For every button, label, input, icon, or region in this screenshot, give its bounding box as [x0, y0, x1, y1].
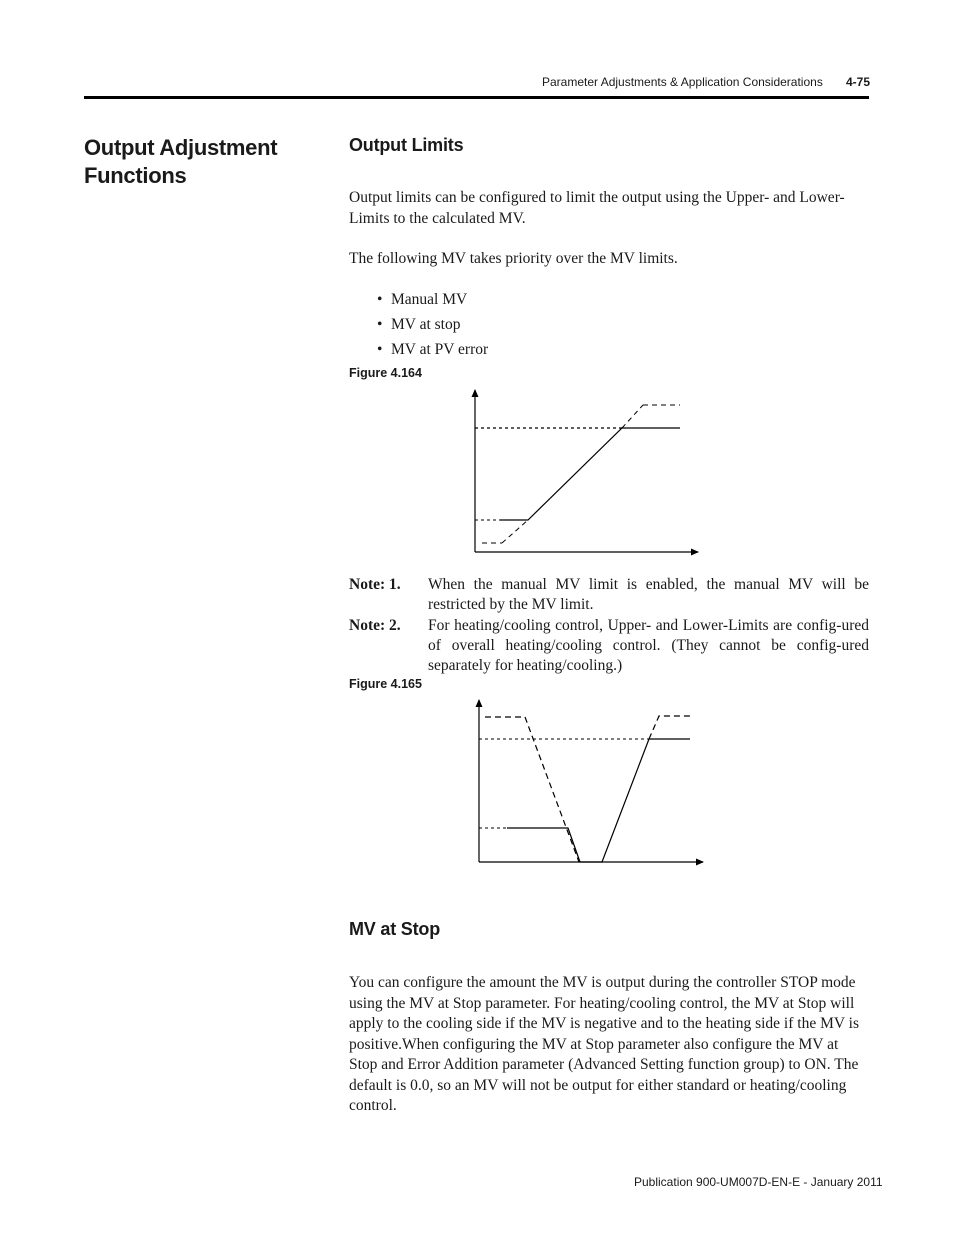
figure-4-165-diagram [455, 695, 715, 870]
note-label: Note: 2. [349, 617, 401, 634]
list-item: • Manual MV [377, 291, 468, 308]
output-limits-paragraph-1: Output limits can be configured to limit the output using the Upper- and Lower-Limits to the calculated MV. [349, 189, 845, 227]
list-item: • MV at stop [377, 316, 461, 333]
limited-mv-line [500, 428, 680, 520]
figure-4-164-diagram [440, 385, 710, 560]
note-text: When the manual MV limit is enabled, the manual MV will be restricted by the MV limit. [428, 576, 869, 613]
running-title: Parameter Adjustments & Application Considerations [542, 75, 823, 89]
page-number: 4-75 [846, 75, 871, 89]
priority-list [377, 289, 488, 364]
calculated-mv-ramp-high [622, 405, 643, 428]
section-title: Output Adjustment Functions [84, 135, 278, 188]
note-text: For heating/cooling control, Upper- and Lower-Limits are config-ured of overall heating/cooling control. (They cannot be config-ured separately for heating/cooling.) [428, 617, 869, 674]
output-limits-paragraph-2: The following MV takes priority over the MV limits. [349, 250, 678, 267]
footer-publication: Publication 900-UM007D-EN-E - January 2011 [634, 1175, 883, 1189]
note-label: Note: 1. [349, 576, 401, 593]
mv-at-stop-heading: MV at Stop [349, 919, 440, 939]
limited-mv-line [507, 739, 690, 862]
figure-4-165-label: Figure 4.165 [349, 677, 422, 691]
calculated-mv-line-right [649, 716, 693, 739]
mv-at-stop-paragraph: You can configure the amount the MV is output during the controller STOP mode using the MV at Stop parameter. For heating/cooling control, the MV at Stop will apply to the cooling side if the MV is negative and to the heating side if the MV is positive.When configuring the MV at Stop parameter also configure the MV at Stop and Error Addition parameter (Advanced Setting function group) to ON. The default is 0.0, so an MV will not be output for either standard or heating/cooling control. [349, 974, 859, 1114]
list-item: • MV at PV error [377, 341, 489, 358]
note-1 [349, 575, 869, 615]
figure-4-164-label: Figure 4.164 [349, 366, 422, 380]
output-limits-heading: Output Limits [349, 135, 464, 155]
calculated-mv-ramp-low [502, 520, 528, 543]
header-rule [84, 96, 869, 99]
note-2 [349, 616, 869, 676]
